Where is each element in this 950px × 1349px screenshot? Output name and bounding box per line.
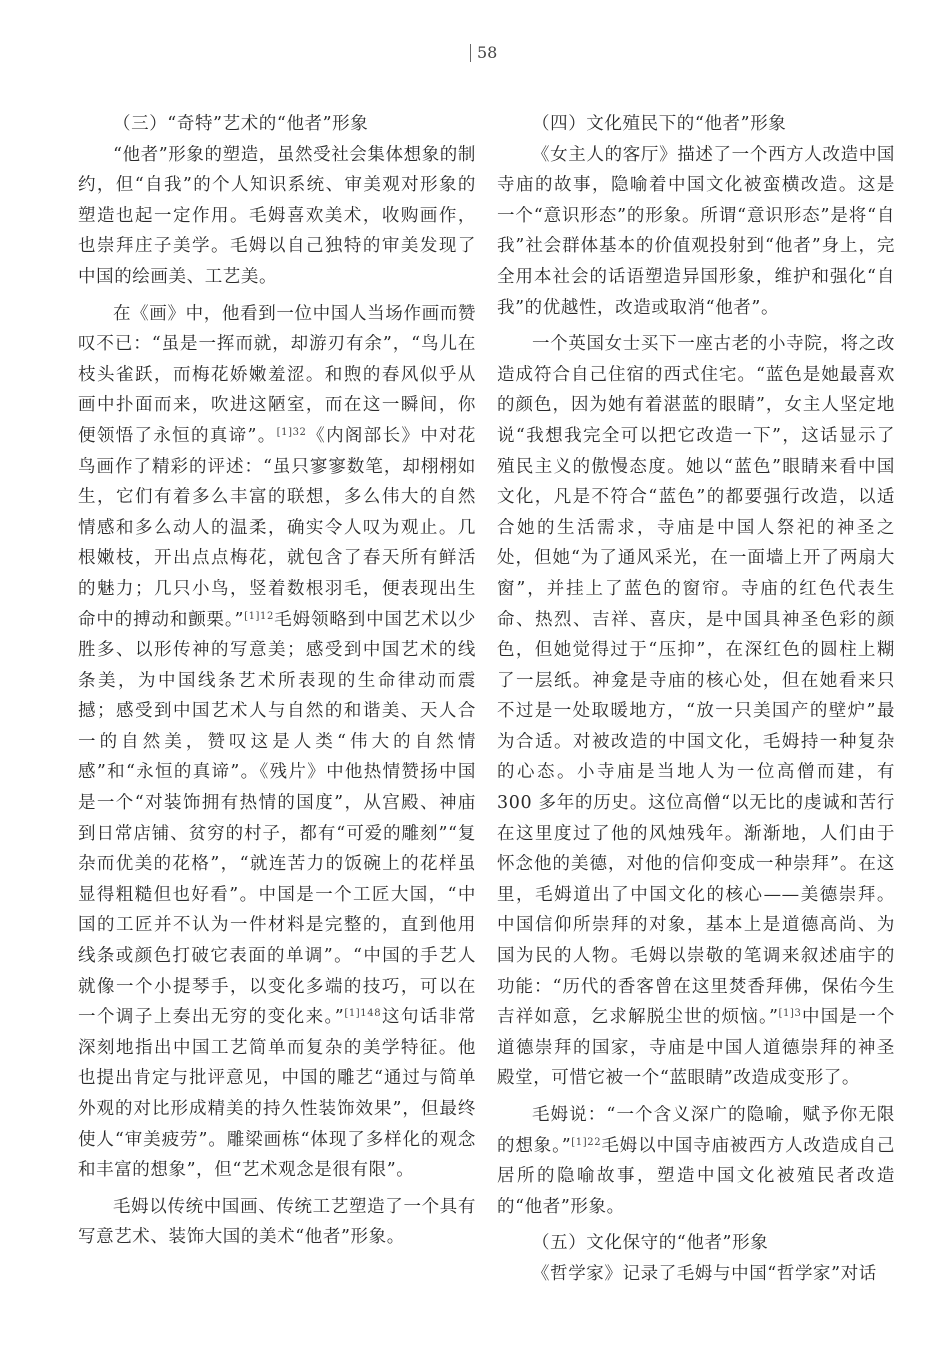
text-run: 毛姆以中国寺庙被西方人改造成自己居所的隐喻故事，塑造中国文化被殖民者改造的“他者”形象。 [497,1135,895,1217]
citation: [1]12 [244,610,274,622]
paragraph [78,299,476,1186]
paragraph [497,1100,895,1222]
paragraph: “他者”形象的塑造，虽然受社会集体想象的制约，但“自我”的个人知识系统、审美观对形象的塑造也起一定作用。毛姆喜欢美术，收购画作，也崇拜庄子美学。毛姆以自己独特的审美发现了中国的绘画美、工艺美。 [78,144,476,287]
text-run: 毛姆说：“一个含义深广的隐喻，赋予你无限的想象。” [497,1105,895,1156]
section-heading-4: （四）文化殖民下的“他者”形象 [532,114,787,134]
paragraph: 毛姆以传统中国画、传统工艺塑造了一个具有写意艺术、装饰大国的美术“他者”形象。 [78,1196,476,1248]
paragraph: 《女主人的客厅》描述了一个西方人改造中国寺庙的故事，隐喻着中国文化被蛮横改造。这是一个“意识形态”的形象。所谓“意识形态”是将“自我”社会群体基本的价值观投射到“他者”身上，完全用本社会的话语塑造异国形象，维护和强化“自我”的优越性，改造或取消“他者”。 [497,144,895,318]
text-run: 这句话非常深刻地指出中国工艺简单而复杂的美学特征。他也提出肯定与批评意见，中国的雕艺“通过与简单外观的对比形成精美的持久性装饰效果”，但最终使人“审美疲劳”。雕梁画栋“体现了多样化的观念和丰富的想象”，但“艺术观念是很有限”。 [78,1007,476,1181]
text-run: 一个英国女士买下一座古老的小寺院，将之改造成符合自己住宿的西式住宅。“蓝色是她最喜欢的颜色，因为她有着湛蓝的眼睛”，女主人坚定地说“我想我完全可以把它改造一下”，这话显示了殖民主义的傲慢态度。她以“蓝色”眼睛来看中国文化，凡是不符合“蓝色”的都要强行改造，以适合她的生活需求，寺庙是中国人祭祀的神圣之处，但她“为了通风采光，在一面墙上开了两扇大窗”，并挂上了蓝色的窗帘。寺庙的红色代表生命、热烈、吉祥、喜庆，是中国具神圣色彩的颜色，但她觉得过于“压抑”，在深红色的圆柱上糊了一层纸。神龛是寺庙的核心处，但在她看来只不过是一处取暖地方，“放一只美国产的壁炉”最为合适。对被改造的中国文化，毛姆持一种复杂的心态。小寺庙是当地人为一位高僧而建，有 300 多年的历史。这位高僧“以无比的虔诚和苦行在这里度过了他的风烛残年。渐渐地，人们由于怀念他的美德，对他的信仰变成一种崇拜”。在这里，毛姆道出了中国文化的核心——美德崇拜。中国信仰所崇拜的对象，基本上是道德高尚、为国为民的人物。毛姆以崇敬的笔调来叙述庙宇的功能：“历代的香客曾在这里焚香拜佛，保佑今生吉祥如意，乞求解脱尘世的烦恼。” [497,334,895,1028]
text-run: 在《画》中，他看到一位中国人当场作画而赞叹不已：“虽是一挥而就，却游刃有余”，“鸟儿在枝头雀跃，而梅花娇嫩羞涩。和煦的春风似乎从画中扑面而来，吹进这陋室，而在这一瞬间，你便领悟了永恒的真谛”。 [78,303,476,446]
section-heading-5: （五）文化保守的“他者”形象 [532,1233,769,1254]
left-column [78,109,476,1259]
paragraph: 《哲学家》记录了毛姆与中国“哲学家”对话 [532,1263,877,1284]
right-column [497,109,895,1296]
text-run: 毛姆领略到中国艺术以少胜多、以形传神的写意美；感受到中国艺术的线条美，为中国线条艺术所表现的生命律动而震撼；感受到中国艺术人与自然的和谐美、天人合一的自然美，赞叹这是人类“伟大的自然情感”和“永恒的真谛”。《残片》中他热情赞扬中国是一个“对装饰拥有热情的国度”，从宫殿、神庙到日常店铺、贫穷的村子，都有“可爱的雕刻”“复杂而优美的花格”，“就连苦力的饭碗上的花样虽显得粗糙但也好看”。中国是一个工匠大国，“中国的工匠并不认为一件材料是完整的，直到他用线条或颜色打破它表面的单调”。“中国的手艺人就像一个小提琴手，以变化多端的技巧，可以在一个调子上奏出无穷的变化来。” [78,609,476,1028]
paragraph [497,329,895,1094]
section-heading-3: （三）“奇特”艺术的“他者”形象 [113,114,369,134]
citation: [1]148 [344,1008,382,1020]
text-run: 中国是一个道德崇拜的国家，寺庙是中国人道德崇拜的神圣殿堂，可惜它被一个“蓝眼睛”改造成变形了。 [497,1007,896,1089]
page-number: 58 [470,44,497,62]
citation: [1]22 [571,1136,602,1148]
text-run: 《内阁部长》中对花鸟画作了精彩的评述：“虽只寥寥数笔，却栩栩如生，它们有着多么丰富的联想，多么伟大的自然情感和多么动人的温柔，确实令人叹为观止。几根嫩枝，开出点点梅花，就包含了春天所有鲜活的魅力；几只小鸟，竖着数根羽毛，便表现出生命中的搏动和颤栗。” [78,425,476,630]
citation: [1]32 [276,426,307,438]
citation: [1]3 [778,1008,802,1020]
